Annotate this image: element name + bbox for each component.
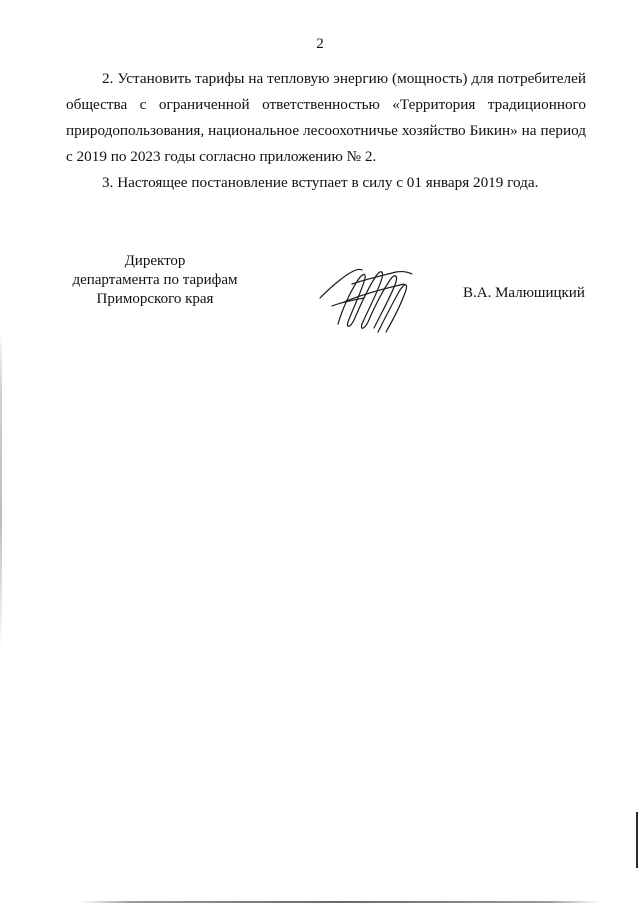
scan-edge-artifact [0,330,2,650]
document-body [66,66,586,196]
scan-edge-artifact [636,812,638,868]
page-number: 2 [316,36,324,52]
signatory-position-line: Приморского края [96,291,214,307]
scan-edge-artifact [80,901,600,903]
handwritten-signature-icon [318,262,418,336]
paragraph-tariffs: 2. Установить тарифы на тепловую энергию (мощность) для потребителей общества с ограниченной ответственностью «Территория традиционного природопользования, национальное лесоохотничье хозяйство Бикин» на период с 2019 по 2023 годы согласно приложению № 2. [66,70,586,165]
signer-name: В.А. Малюшицкий [463,285,585,301]
signatory-position-line: департамента по тарифам [72,272,238,288]
signatory-position-line: Директор [124,253,186,269]
signatory-position [60,252,250,309]
paragraph-effective-date: 3. Настоящее постановление вступает в силу с 01 января 2019 года. [102,174,539,191]
